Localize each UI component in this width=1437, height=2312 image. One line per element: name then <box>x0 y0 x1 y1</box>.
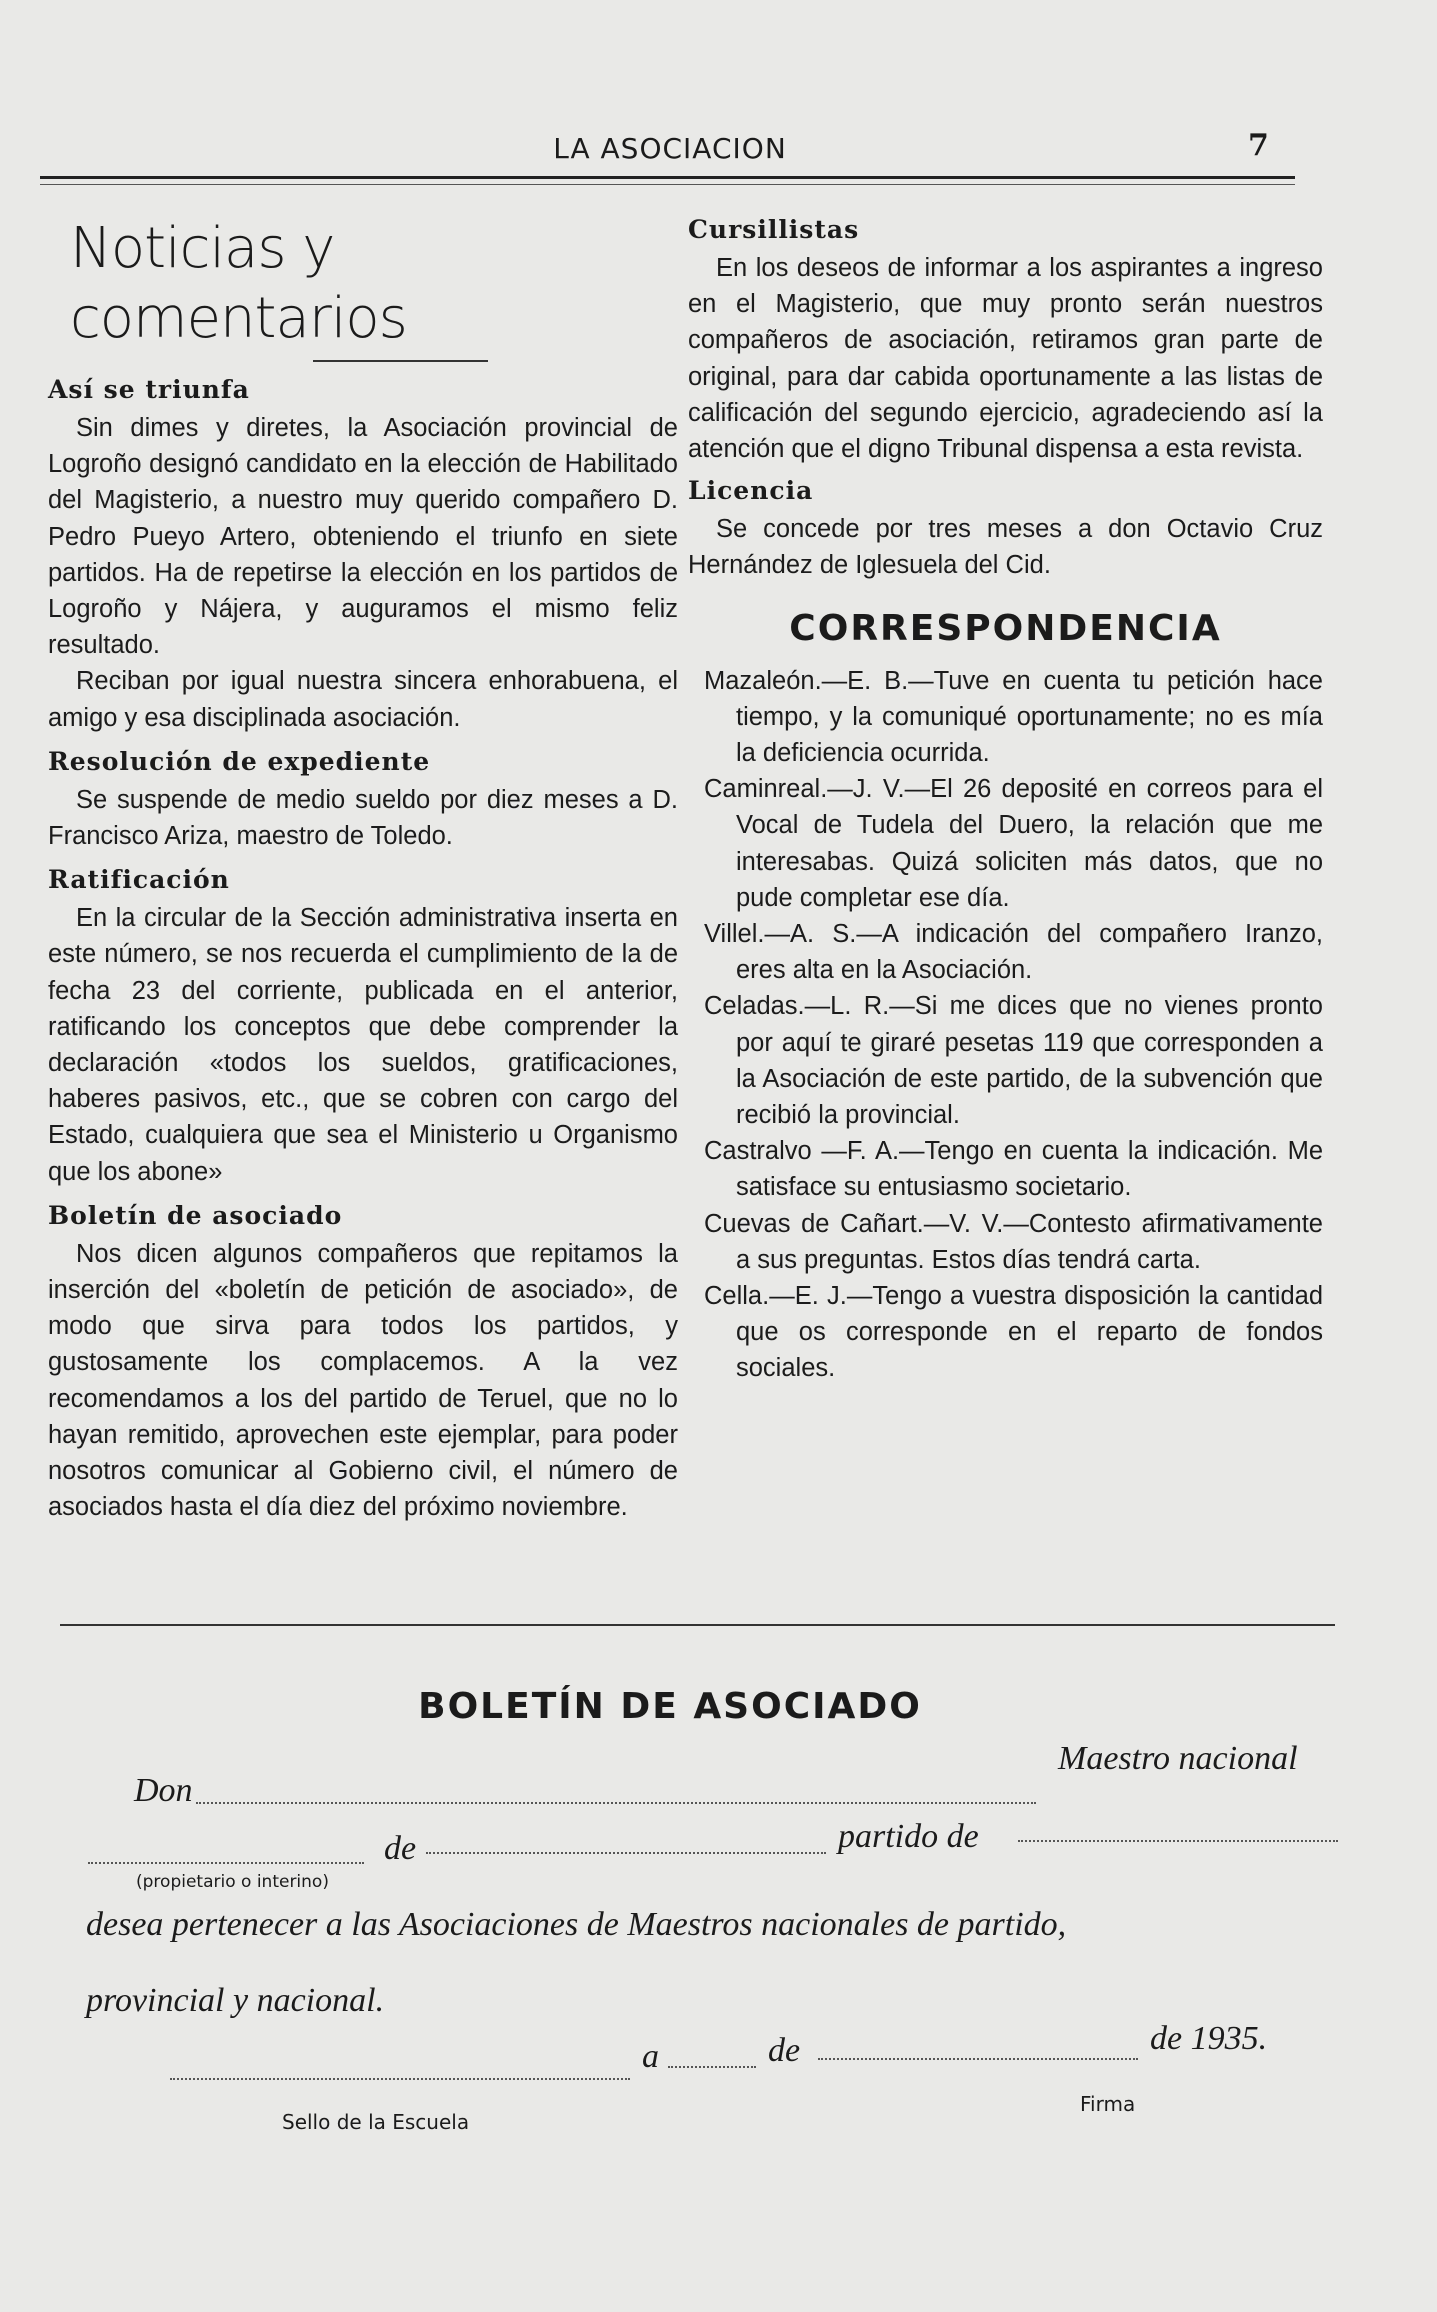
partido-field-line[interactable] <box>1018 1840 1338 1842</box>
form-partido-label: partido de <box>838 1818 979 1855</box>
correspondence-list <box>688 663 1323 1387</box>
article-title: Resolución de expediente <box>48 746 431 776</box>
article <box>688 473 1323 583</box>
propietario-note: (propietario o interino) <box>136 1872 329 1892</box>
correspondence-item: Villel.—A. S.—A indicación del compañero Iranzo, eres alta en la Asociación. <box>704 920 1323 985</box>
article-title: Licencia <box>688 476 814 506</box>
locality-field-line[interactable] <box>426 1852 826 1854</box>
correspondence-item: Cuevas de Cañart.—V. V.—Contesto afirmativamente a sus preguntas. Estos días tendrá carta. <box>704 1209 1323 1274</box>
article-paragraph: Nos dicen algunos compañeros que repitamos la inserción del «boletín de petición de asociado», de modo que sirva para todos los partidos, y gustosamente los complacemos. A la vez recomendamos a los del partido de Teruel, que no lo hayan remitido, aprovechen este ejemplar, para poder nosotros comunicar al Gobierno civil, el número de asociados hasta el día diez del próximo noviembre. <box>48 1239 678 1522</box>
article-title: Así se triunfa <box>48 375 250 404</box>
form-de2-label: de <box>768 2032 801 2069</box>
month-field-line[interactable] <box>818 2058 1138 2060</box>
article-paragraph: Sin dimes y diretes, la Asociación provincial de Logroño designó candidato en la elección de Habilitado del Magisterio, a nuestro muy querido compañero D. Pedro Pueyo Artero, obteniendo el triunfo en siete partidos. Ha de repetirse la elección en los partidos de Logroño y Nájera, y auguramos el mismo feliz resultado. <box>48 414 678 660</box>
article-paragraph: Se concede por tres meses a don Octavio Cruz Hernández de Iglesuela del Cid. <box>688 515 1323 580</box>
article <box>48 1198 678 1526</box>
form-separator <box>60 1624 1335 1626</box>
article <box>48 744 678 854</box>
correspondence-item: Castralvo —F. A.—Tengo en cuenta la indicación. Me satisface su entusiasmo societario. <box>704 1137 1323 1202</box>
right-column <box>688 210 1323 1387</box>
page-number: 7 <box>1248 128 1269 163</box>
article-paragraph: Se suspende de medio sueldo por diez meses a D. Francisco Ariza, maestro de Toledo. <box>48 785 678 851</box>
article-title: Ratificación <box>48 865 230 895</box>
form-sentence-line1: desea pertenecer a las Asociaciones de Maestros nacionales de partido, <box>86 1906 1067 1943</box>
article-paragraph: En los deseos de informar a los aspirantes a ingreso en el Magisterio, que muy pronto serán nuestros compañeros de asociación, retiramos gran parte de original, para dar cabida oportunamente a las listas de calificación del segundo ejercicio, agradeciendo así la atención que el digno Tribunal dispensa a esta revista. <box>688 254 1323 464</box>
article <box>48 372 678 736</box>
header-rule <box>40 176 1295 179</box>
section-title: Noticias y comentarios <box>70 216 407 351</box>
form-de-label: de <box>384 1830 417 1867</box>
article-paragraph: Reciban por igual nuestra sincera enhorabuena, el amigo y esa disciplinada asociación. <box>48 667 678 732</box>
name-field-line[interactable] <box>196 1802 1036 1804</box>
correspondence-item: Celadas.—L. R.—Si me dices que no vienes pronto por aquí te giraré pesetas 119 que corresponden a la Asociación de este partido, de la subvención que recibió la provincial. <box>704 992 1323 1130</box>
article-paragraph: En la circular de la Sección administrativa inserta en este número, se nos recuerda el cumplimiento de la de fecha 23 del corriente, publicada en el anterior, ratificando los conceptos que debe comprender la declaración «todos los sueldos, gratificaciones, haberes pasivos, etc., que se cobren con cargo del Estado, cualquiera que sea el Ministerio u Organismo que los abone» <box>48 904 678 1186</box>
status-field-line[interactable] <box>88 1862 364 1864</box>
place-field-line[interactable] <box>170 2078 630 2080</box>
correspondence-item: Caminreal.—J. V.—El 26 deposité en correos para el Vocal de Tudela del Duero, la relación que me interesabas. Quizá soliciten más datos, que no pude completar ese día. <box>704 775 1323 912</box>
correspondence-item: Cella.—E. J.—Tengo a vuestra disposición la cantidad que os corresponde en el reparto de fondos sociales. <box>704 1282 1323 1383</box>
correspondence-title: CORRESPONDENCIA <box>789 607 1222 649</box>
form-firma-label: Firma <box>1080 2092 1136 2116</box>
running-header: LA ASOCIACION <box>553 132 787 165</box>
form-sello-label: Sello de la Escuela <box>282 2110 470 2134</box>
day-field-line[interactable] <box>668 2066 756 2068</box>
form-don-label: Don <box>134 1772 193 1809</box>
article-title: Cursillistas <box>688 215 860 244</box>
article-title: Boletín de asociado <box>48 1200 343 1230</box>
correspondence-item: Mazaleón.—E. B.—Tuve en cuenta tu petición hace tiempo, y la comuniqué oportunamente; no es mía la deficiencia ocurrida. <box>704 666 1323 768</box>
form-maestro-label: Maestro nacional <box>1058 1740 1298 1777</box>
form-year-label: de 1935. <box>1150 2020 1268 2057</box>
form-title: BOLETÍN DE ASOCIADO <box>418 1686 922 1727</box>
article <box>48 862 678 1190</box>
section-title-rule <box>313 360 488 362</box>
left-column <box>48 214 678 1525</box>
header-rule-thin <box>40 184 1295 185</box>
article <box>688 212 1323 467</box>
form-sentence-line2: provincial y nacional. <box>86 1982 385 2019</box>
form-a-label: a <box>642 2038 659 2075</box>
